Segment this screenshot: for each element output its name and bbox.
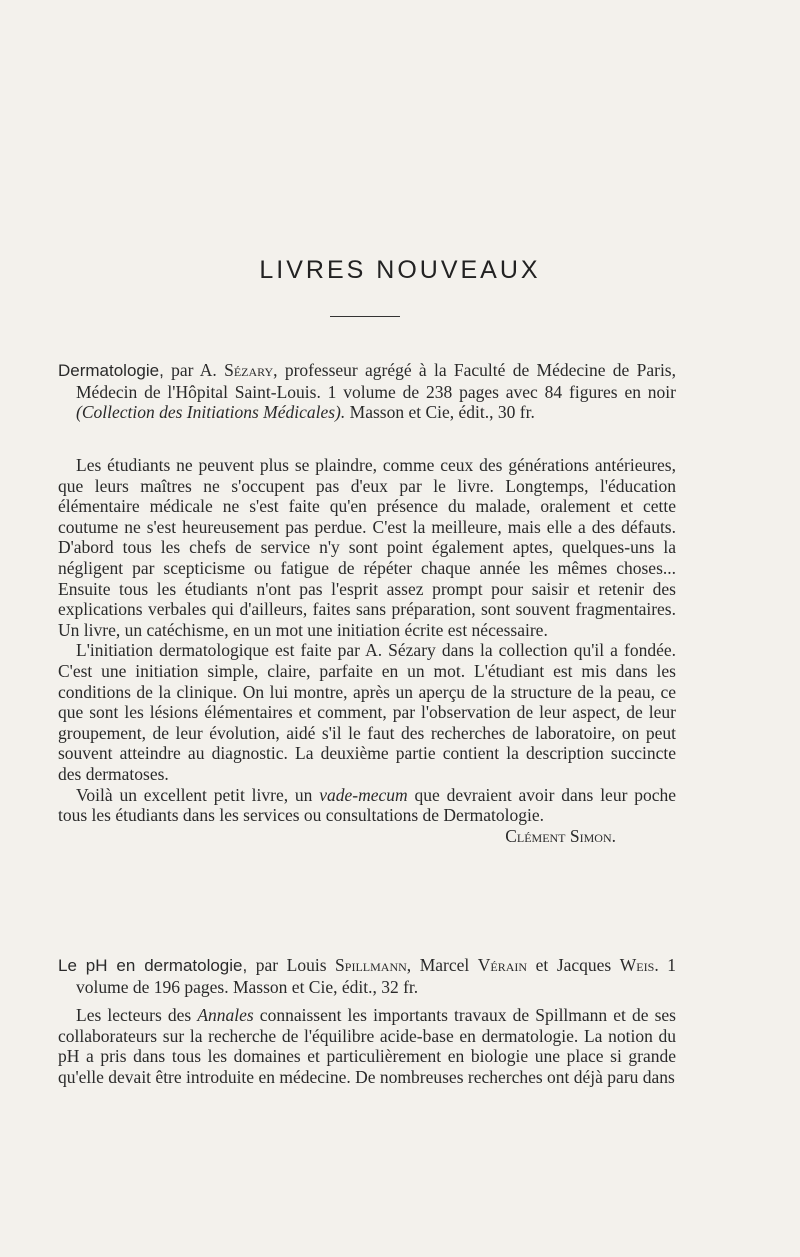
review1-paragraph-3b: que devraient avoir dans leur poche tous les étudiants dans les services ou consultations de Dermatologie. bbox=[58, 784, 676, 826]
review1-publisher: Masson et Cie, édit., 30 fr. bbox=[345, 402, 535, 423]
review1-details: , professeur agrégé à la Faculté de Médecine de Paris, Médecin de l'Hôpital Saint-Louis. 1 volume de 238 pages avec 84 figures en noir bbox=[76, 360, 676, 402]
review1-paragraph-2: L'initiation dermatologique est faite par A. Sézary dans la collection qu'il a fondée. C'est une initiation simple, claire, parfaite en un mot. L'étudiant est mis dans les conditions de la clinique. On lui montre, après un aperçu de la structure de la peau, ce que sont les lésions élémentaires et comment, par l'observation de leur aspect, de leur groupement, de leur évolution, aidé s'il le faut des recherches de laboratoire, on peut souvent atteindre au diagnostic. La deuxième partie contient la description succincte des dermatoses. bbox=[58, 640, 676, 784]
review2-by: par Louis bbox=[247, 955, 336, 975]
review1-paragraph-1: Les étudiants ne peuvent plus se plaindre, comme ceux des générations antérieures, que leurs maîtres ne s'occupent pas d'eux par le livre. Longtemps, l'éducation élémentaire médicale ne s'est faite qu'en présence du malade, oralement et cette coutume ne s'est heureusement pas perdue. C'est la meilleure, mais elle a des défauts. D'abord tous les chefs de service n'y sont point également aptes, quelques-uns la négligent par scepticisme ou fatigue de répéter chaque année les mêmes choses... Ensuite tous les étudiants n'ont pas l'esprit assez prompt pour saisir et retenir des explications verbales qui d'ailleurs, faites sans préparation, sont souvent fragmentaires. Un livre, un catéchisme, en un mot une initiation écrite est nécessaire. bbox=[58, 455, 676, 640]
review2-paragraph-1b: connaissent les importants travaux de Spillmann et de ses collaborateurs sur la recherche de l'équilibre acide-base en dermatologie. La notion du pH a pris dans tous les domaines et particulièrement en biologie une place si grande qu'elle devait être introduite en médecine. De nombreuses recherches ont déjà paru dans bbox=[58, 1005, 676, 1087]
review2-header bbox=[58, 955, 676, 997]
review1-paragraph-3a: Voilà un excellent petit livre, un bbox=[76, 784, 320, 805]
review2-paragraph-1a: Les lecteurs des bbox=[76, 1005, 198, 1025]
review1-by: par A. bbox=[163, 360, 225, 380]
review2-paragraph-1 bbox=[58, 1005, 676, 1087]
review1-vade-mecum: vade-mecum bbox=[319, 784, 408, 805]
review2-book-title: Le pH en dermatologie, bbox=[58, 956, 248, 975]
review2-body bbox=[58, 1005, 676, 1087]
review1-author: Sézary bbox=[224, 360, 274, 380]
review2-citation bbox=[58, 955, 676, 997]
review2-sep-2: et Jacques bbox=[527, 955, 620, 975]
review2-author-2: Vérain bbox=[477, 955, 528, 975]
section-title: LIVRES NOUVEAUX bbox=[259, 256, 541, 284]
review2-annales: Annales bbox=[197, 1005, 254, 1025]
review2-sep-1: , Marcel bbox=[406, 955, 478, 975]
review1-body bbox=[58, 455, 676, 846]
review2-details: . 1 volume de 196 pages. Masson et Cie, édit., 32 fr. bbox=[76, 955, 676, 997]
review1-book-title: Dermatologie, bbox=[58, 361, 164, 380]
review1-paragraph-3 bbox=[58, 785, 676, 847]
review1-header bbox=[58, 360, 676, 423]
review2-author-1: Spillmann bbox=[335, 955, 407, 975]
review1-signature: Clément Simon. bbox=[505, 825, 616, 846]
review1-citation bbox=[58, 360, 676, 423]
review2-author-3: Weis bbox=[619, 955, 655, 975]
title-rule bbox=[330, 316, 400, 317]
review1-collection: (Collection des Initiations Médicales). bbox=[76, 402, 346, 423]
